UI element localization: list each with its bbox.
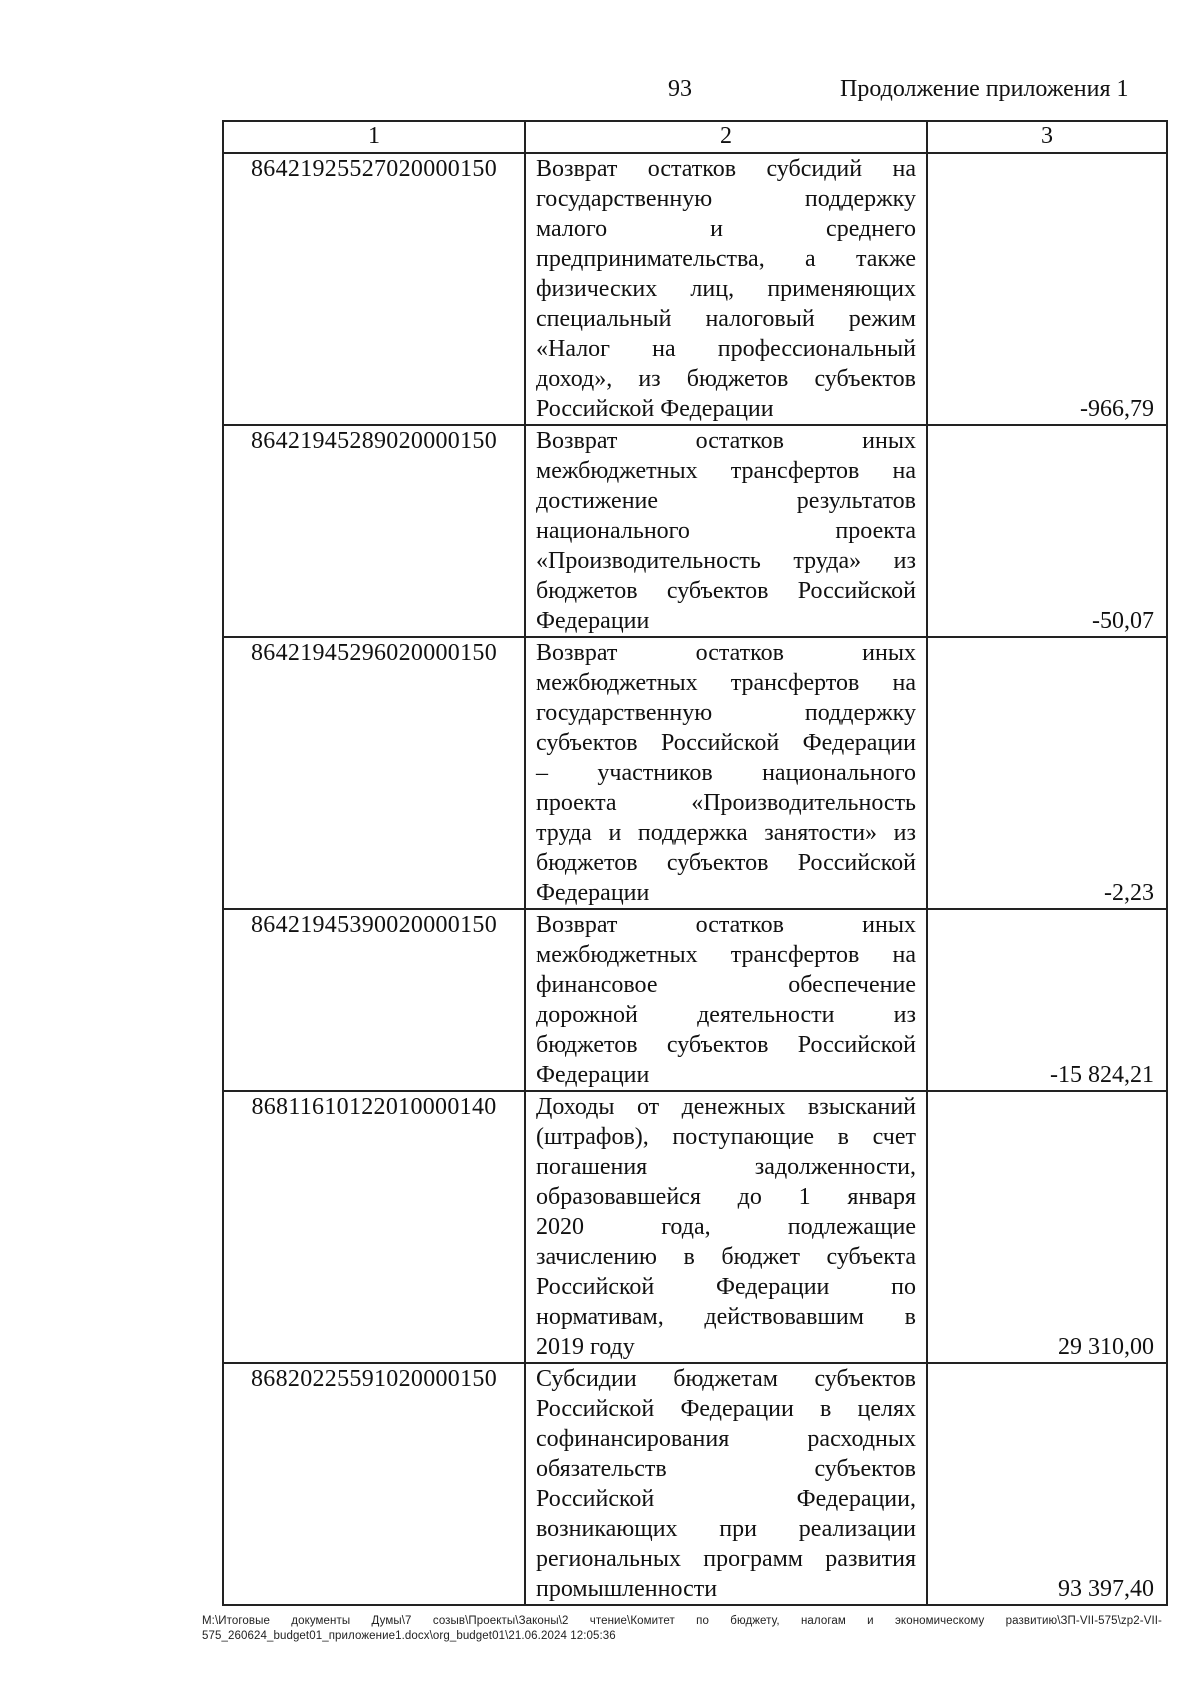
revenue-name-line: промышленности <box>536 1576 718 1602</box>
revenue-name-line: бюджетов субъектов Российской <box>536 578 916 604</box>
file-path-footer: М:\Итоговые документы Думы\7 созыв\Проекты\Законы\2 чтение\Комитет по бюджету, налогам и экономическому развитию\ЗП-VII-575\zp2-VII-575_260624_budget01_приложение1.docx\org_budget01\21.06.2024 12:05:36 <box>202 1615 1162 1642</box>
revenue-name-line: Возврат остатков иных <box>536 640 916 666</box>
revenue-name-line: 2020 года, подлежащие <box>536 1214 916 1240</box>
amount: -15 824,21 <box>927 909 1167 1091</box>
table-row <box>223 909 1167 1091</box>
table-row <box>223 1363 1167 1605</box>
revenue-name-line: доход», из бюджетов субъектов <box>536 366 916 392</box>
revenue-name-line: специальный налоговый режим <box>536 306 916 332</box>
revenue-name-line: достижение результатов <box>536 488 916 514</box>
revenue-name-line: государственную поддержку <box>536 700 916 726</box>
revenue-name-line: обязательств субъектов <box>536 1456 916 1482</box>
revenue-name-line: нормативам, действовавшим в <box>536 1304 916 1330</box>
revenue-name-line: межбюджетных трансфертов на <box>536 942 916 968</box>
revenue-name-line: физических лиц, применяющих <box>536 276 916 302</box>
revenue-name-line: дорожной деятельности из <box>536 1002 916 1028</box>
table-row <box>223 637 1167 909</box>
revenue-name <box>525 1363 927 1605</box>
revenue-name-line: Российской Федерации по <box>536 1274 916 1300</box>
revenue-name-line: национального проекта <box>536 518 916 544</box>
table-row <box>223 153 1167 425</box>
page-number: 93 <box>668 76 692 102</box>
revenue-name-line: 2019 году <box>536 1334 635 1360</box>
revenue-name-line: Возврат остатков субсидий на <box>536 156 916 182</box>
revenue-name-line: финансовое обеспечение <box>536 972 916 998</box>
column-number-row <box>223 121 1167 153</box>
revenue-name-line: бюджетов субъектов Российской <box>536 1032 916 1058</box>
revenue-name-line: Доходы от денежных взысканий <box>536 1094 916 1120</box>
amount: -50,07 <box>927 425 1167 637</box>
revenue-name-line: софинансирования расходных <box>536 1426 916 1452</box>
revenue-name-line: межбюджетных трансфертов на <box>536 670 916 696</box>
amount: 93 397,40 <box>927 1363 1167 1605</box>
revenue-name-line: зачислению в бюджет субъекта <box>536 1244 916 1270</box>
revenue-name-line: (штрафов), поступающие в счет <box>536 1124 916 1150</box>
revenue-name <box>525 637 927 909</box>
amount: -2,23 <box>927 637 1167 909</box>
revenue-name <box>525 153 927 425</box>
revenue-name-line: Федерации <box>536 608 650 634</box>
revenue-name <box>525 909 927 1091</box>
revenue-name-line: «Налог на профессиональный <box>536 336 916 362</box>
revenue-name-line: государственную поддержку <box>536 186 916 212</box>
revenue-name-line: «Производительность труда» из <box>536 548 916 574</box>
revenue-name-line: малого и среднего <box>536 216 916 242</box>
revenue-name-line: межбюджетных трансфертов на <box>536 458 916 484</box>
revenue-code: 86421945289020000150 <box>223 425 525 637</box>
revenue-code: 86421925527020000150 <box>223 153 525 425</box>
table-row <box>223 1091 1167 1363</box>
revenue-name-line: образовавшейся до 1 января <box>536 1184 916 1210</box>
amount: 29 310,00 <box>927 1091 1167 1363</box>
revenue-name-line: Федерации <box>536 880 650 906</box>
table-body <box>223 153 1167 1605</box>
revenue-name-line: субъектов Российской Федерации <box>536 730 916 756</box>
revenue-name-line: предпринимательства, а также <box>536 246 916 272</box>
revenue-code: 86421945390020000150 <box>223 909 525 1091</box>
revenue-name-line: бюджетов субъектов Российской <box>536 850 916 876</box>
revenue-name-line: Возврат остатков иных <box>536 428 916 454</box>
amount: -966,79 <box>927 153 1167 425</box>
column-header-2: 2 <box>525 121 927 153</box>
revenue-name-line: погашения задолженности, <box>536 1154 916 1180</box>
revenue-name <box>525 1091 927 1363</box>
budget-table <box>222 120 1168 1606</box>
column-header-1: 1 <box>223 121 525 153</box>
revenue-name-line: Субсидии бюджетам субъектов <box>536 1366 916 1392</box>
revenue-code: 86421945296020000150 <box>223 637 525 909</box>
revenue-name-line: Российской Федерации в целях <box>536 1396 916 1422</box>
revenue-name-line: проекта «Производительность <box>536 790 916 816</box>
revenue-name-line: – участников национального <box>536 760 916 786</box>
revenue-code: 86811610122010000140 <box>223 1091 525 1363</box>
table-row <box>223 425 1167 637</box>
revenue-name-line: Российской Федерации <box>536 396 774 422</box>
revenue-code: 86820225591020000150 <box>223 1363 525 1605</box>
revenue-name <box>525 425 927 637</box>
revenue-name-line: Российской Федерации, <box>536 1486 916 1512</box>
revenue-name-line: возникающих при реализации <box>536 1516 916 1542</box>
continuation-label: Продолжение приложения 1 <box>840 76 1129 102</box>
revenue-name-line: труда и поддержка занятости» из <box>536 820 916 846</box>
revenue-name-line: Возврат остатков иных <box>536 912 916 938</box>
revenue-name-line: региональных программ развития <box>536 1546 916 1572</box>
revenue-name-line: Федерации <box>536 1062 650 1088</box>
column-header-3: 3 <box>927 121 1167 153</box>
